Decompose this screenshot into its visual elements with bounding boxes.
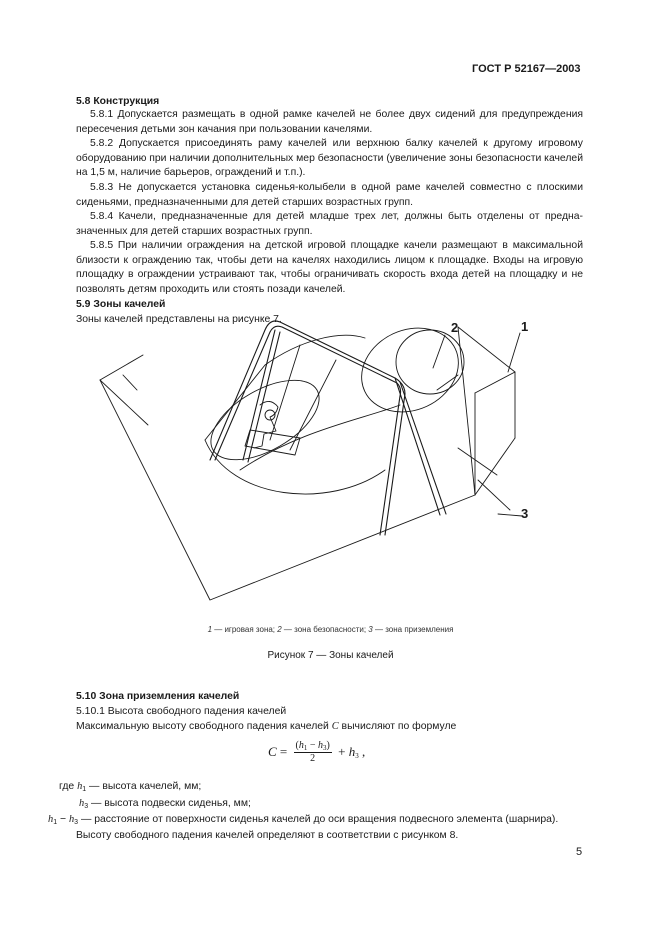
legend-text-1: — игровая зона;: [212, 625, 278, 634]
var-h: h: [77, 781, 83, 792]
formula-intro: [76, 719, 456, 734]
legend-num-2: 2: [277, 625, 282, 634]
paragraph-line: 5.8.5 При наличии ограждения на детской игровой площадке качели размещают в максимальной: [90, 240, 583, 251]
swing-seat: [245, 345, 336, 455]
definition-h1: [59, 779, 201, 797]
paragraph-5-8-1: [76, 108, 583, 137]
sub-3: 3: [74, 819, 79, 826]
paragraph-line: сиденьями, предназначенными для детей старших возрастных групп.: [76, 196, 414, 208]
paragraph-line: 5.8.1 Допускается размещать в одной рамке качелей не более двух сидений для предупреждения: [90, 109, 583, 120]
legend-num-1: 1: [207, 625, 213, 634]
callout-1: 1: [521, 319, 529, 334]
free-fall-formula: [268, 740, 365, 764]
var-h: h: [68, 814, 75, 825]
legend-text-2: — зона безопасности;: [281, 625, 369, 634]
callout-2: 2: [451, 320, 459, 335]
formula-denominator: 2: [310, 753, 316, 764]
definition-text: — расстояние от поверхности сиденья качелей до оси вращения подвесного элемента (шарнира).: [78, 814, 559, 825]
intro-text-b: вычисляют по формуле: [338, 721, 457, 732]
definition-text: — высота подвески сиденья, мм;: [88, 798, 251, 809]
paragraph-5-8-4: [76, 210, 583, 239]
section-5-8-heading: 5.8 Конструкция: [76, 96, 160, 107]
formula-plus: +: [334, 744, 349, 759]
sub-1: 1: [53, 819, 58, 826]
document-code: ГОСТ Р 52167—2003: [472, 63, 581, 75]
paragraph-line: позволять детям проходить или стоять позади качелей.: [76, 283, 346, 295]
figure-legend: [0, 625, 661, 634]
intro-variable: C: [331, 721, 339, 732]
sub-3: 3: [323, 744, 327, 752]
sub-1: 1: [303, 744, 308, 752]
paragraph-line: 5.8.3 Не допускается установка сиденья-колыбели в одной раме качелей совместно с плоскими: [90, 182, 583, 193]
sub-3: 3: [84, 803, 89, 810]
paragraph-line: 5.8.4 Качели, предназначенные для детей младше трех лет, должны быть отделены от предна-: [90, 211, 583, 222]
swing-zones-figure: [0, 300, 661, 620]
paragraph-line: близости к ограждению так, чтобы дети на качелях находились лицом к площадке. Входы на игровую: [76, 254, 583, 266]
definition-text: — высота качелей, мм;: [86, 781, 202, 792]
where-label: где: [59, 781, 78, 792]
callout-3: 3: [521, 506, 529, 521]
paragraph-5-8-2: [76, 137, 583, 181]
final-sentence: Высоту свободного падения качелей определяют в соответствии с рисунком 8.: [76, 830, 459, 841]
var-h: h: [318, 740, 323, 751]
paragraph-line: 5.8.2 Допускается присоединять раму качелей или верхнюю балку качелей к другому игровому: [90, 138, 583, 149]
formula-eq: =: [276, 744, 291, 759]
section-5-10-1-title: 5.10.1 Высота свободного падения качелей: [76, 706, 287, 717]
sub-3: 3: [355, 752, 359, 760]
var-h: h: [79, 798, 85, 809]
figure-caption: Рисунок 7 — Зоны качелей: [267, 650, 394, 661]
sub-1: 1: [82, 786, 87, 793]
paren-close: ): [326, 740, 330, 751]
landing-zone-box: [100, 327, 515, 600]
formula-tail: ,: [358, 744, 366, 759]
formula-lhs: C: [268, 744, 277, 759]
var-h: h: [48, 814, 54, 825]
var-h: h: [298, 740, 304, 751]
legend-num-3: 3: [368, 625, 373, 634]
zone-inner-edges: [437, 375, 510, 510]
minus: −: [57, 814, 69, 825]
paragraph-line: на 1,5 м, наличие барьеров, ограждений и т.п.).: [76, 167, 306, 179]
paragraph-line: значенных для детей старших возрастных групп.: [76, 225, 313, 237]
intro-text-a: Максимальную высоту свободного падения качелей: [76, 721, 332, 732]
legend-text-3: — зона приземления: [372, 625, 454, 634]
page-number: 5: [576, 846, 583, 858]
minus: −: [307, 740, 318, 751]
formula-fraction: [294, 740, 332, 764]
section-5-10-heading: 5.10 Зона приземления качелей: [76, 691, 240, 702]
callout-leaders: [433, 333, 522, 516]
paragraph-line: пересечения детьми зон качания при пользовании качелями.: [76, 123, 373, 135]
paren-open: (: [295, 740, 299, 751]
paragraph-line: площадку в ограждении устраивают так, чтобы ограничивать скорость входа детей на площадку и не: [76, 269, 583, 281]
section-5-9-heading: 5.9 Зоны качелей: [76, 299, 166, 310]
var-h: h: [348, 744, 356, 759]
paragraph-line: оборудованию при наличии дополнительных мер безопасности (увеличение зоны безопасности качелей: [76, 152, 583, 164]
paragraph-5-8-3: [76, 181, 583, 210]
paragraph-5-8-5: [76, 239, 583, 297]
section-5-9-text: Зоны качелей представлены на рисунке 7.: [76, 314, 282, 325]
formula-numerator: [294, 740, 332, 753]
